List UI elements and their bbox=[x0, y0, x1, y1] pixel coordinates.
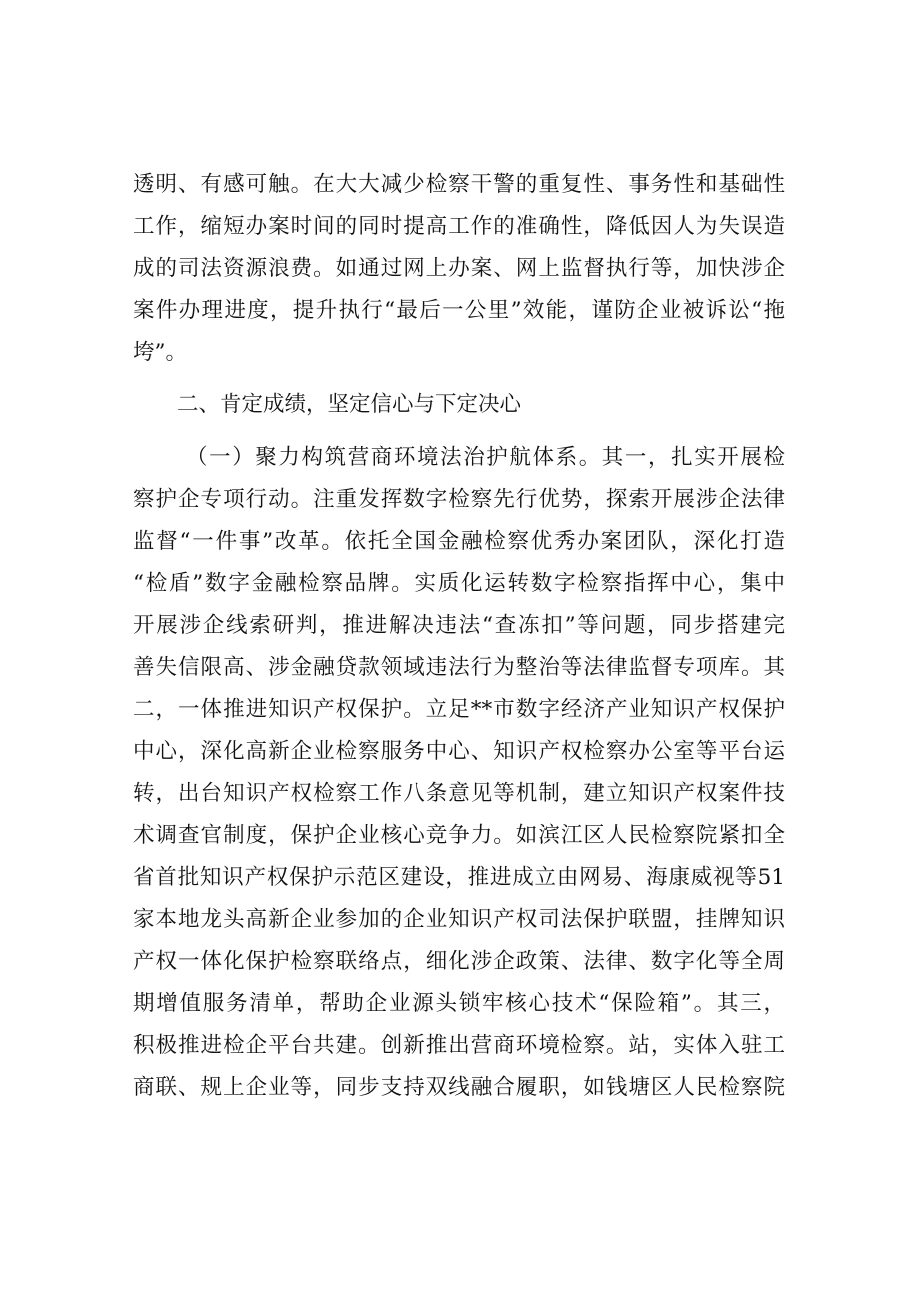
paragraph-line: 透明、有感可触。在大大减少检察干警的重复性、事务性和基础性 bbox=[133, 172, 785, 197]
paragraph-line: 垮”。 bbox=[133, 340, 187, 365]
paragraph-line: 产权一体化保护检察联络点，细化涉企政策、法律、数字化等全周 bbox=[133, 949, 785, 974]
paragraph-line: 中心，深化高新企业检察服务中心、知识产权检察办公室等平台运 bbox=[133, 739, 785, 764]
paragraph-line: 家本地龙头高新企业参加的企业知识产权司法保护联盟，挂牌知识 bbox=[133, 907, 785, 932]
paragraph-line: 案件办理进度，提升执行“最后一公里”效能，谨防企业被诉讼“拖 bbox=[133, 298, 785, 323]
paragraph-line: 察护企专项行动。注重发挥数字检察先行优势，探索开展涉企法律 bbox=[133, 487, 785, 512]
paragraph-line: （一）聚力构筑营商环境法治护航体系。其一，扎实开展检 bbox=[186, 445, 785, 470]
paragraph-line: 积极推进检企平台共建。创新推出营商环境检察。站，实体入驻工 bbox=[133, 1033, 785, 1058]
paragraph-line: 期增值服务清单，帮助企业源头锁牢核心技术“保险箱”。其三， bbox=[133, 991, 785, 1016]
section-heading: 二、肯定成绩，坚定信心与下定决心 bbox=[177, 392, 522, 417]
paragraph-line: “检盾”数字金融检察品牌。实质化运转数字检察指挥中心，集中 bbox=[133, 571, 785, 596]
paragraph-line: 善失信限高、涉金融贷款领域违法行为整治等法律监督专项库。其 bbox=[133, 655, 785, 680]
paragraph-line: 工作，缩短办案时间的同时提高工作的准确性，降低因人为失误造 bbox=[133, 214, 785, 239]
paragraph-line: 商联、规上企业等，同步支持双线融合履职，如钱塘区人民检察院 bbox=[133, 1075, 785, 1100]
paragraph-line: 转，出台知识产权检察工作八条意见等机制，建立知识产权案件技 bbox=[133, 781, 785, 806]
paragraph-line: 成的司法资源浪费。如通过网上办案、网上监督执行等，加快涉企 bbox=[133, 256, 785, 281]
paragraph-line: 省首批知识产权保护示范区建设，推进成立由网易、海康威视等51 bbox=[133, 865, 785, 890]
paragraph-line: 二，一体推进知识产权保护。立足**市数字经济产业知识产权保护 bbox=[133, 697, 785, 722]
paragraph-line: 监督“一件事”改革。依托全国金融检察优秀办案团队，深化打造 bbox=[133, 529, 785, 554]
paragraph-line: 开展涉企线索研判，推进解决违法“查冻扣”等问题，同步搭建完 bbox=[133, 613, 785, 638]
paragraph-line: 术调查官制度，保护企业核心竞争力。如滨江区人民检察院紧扣全 bbox=[133, 823, 785, 848]
